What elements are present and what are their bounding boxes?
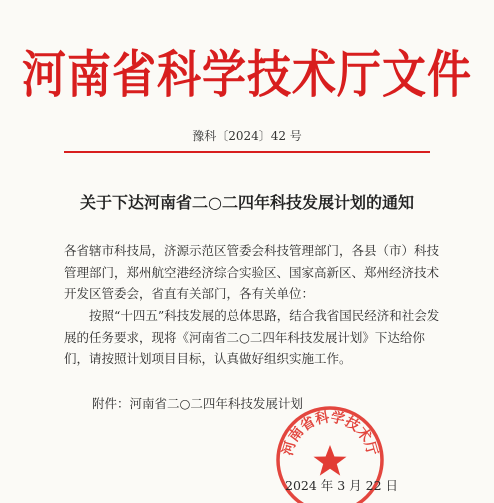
red-divider [64,151,430,153]
addressee-paragraph: 各省辖市科技局，济源示范区管委会科技管理部门，各县（市）科技管理部门，郑州航空港经济综合实验区、国家高新区、郑州经济技术开发区管委会，省直有关部门，各有关单位： [64,243,440,301]
seal-star-icon [314,445,347,476]
document-header-title: 河南省科学技术厅文件 [22,45,472,105]
issue-date: 2024 年 3 月 22 日 [285,478,399,493]
attachment-line: 附件：河南省二○二四年科技发展计划 [92,396,303,411]
document-number: 豫科〔2024〕42 号 [192,129,302,143]
seal-text: 河南省科学技术厅 [279,409,381,458]
notice-title: 关于下达河南省二○二四年科技发展计划的通知 [80,193,414,212]
body-paragraph: 按照“十四五”科技发展的总体思路，结合我省国民经济和社会发展的任务要求，现将《河南省二○二四年科技发展计划》下达给你们，请按照计划项目目标，认真做好组织实施工作。 [64,308,440,366]
